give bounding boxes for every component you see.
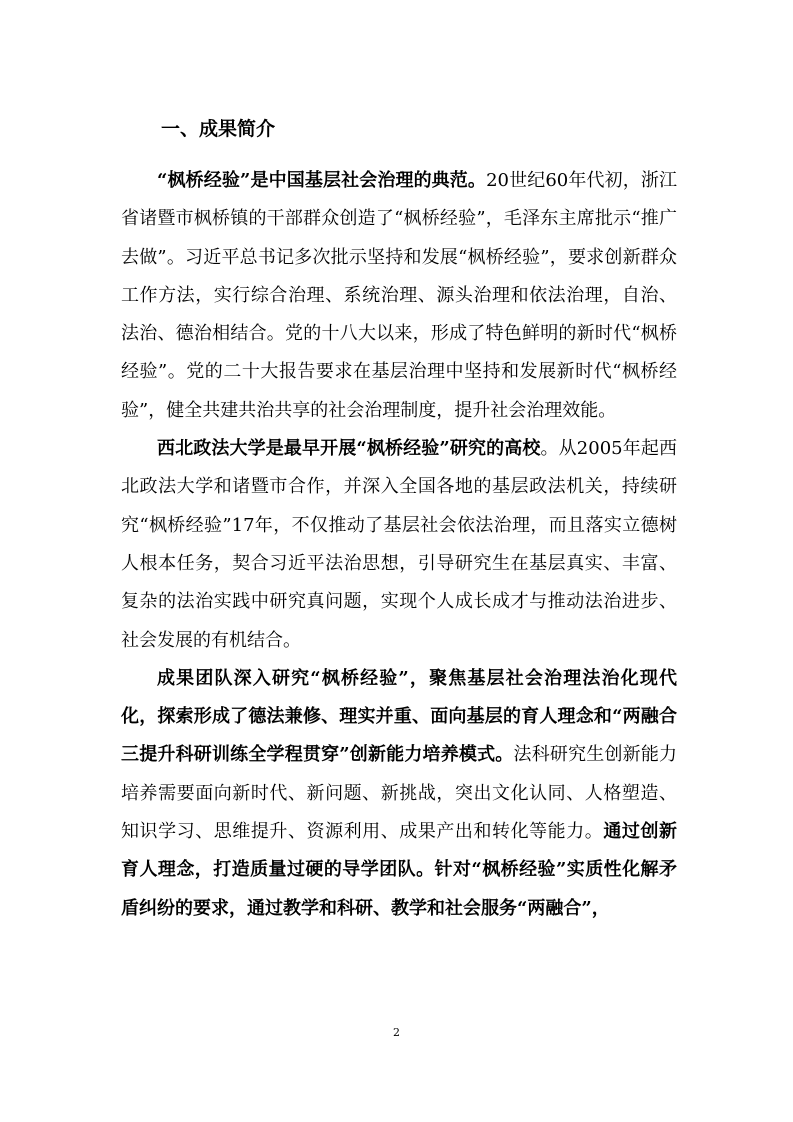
paragraph-bold-lead: “枫桥经验”是中国基层社会治理的典范。 bbox=[157, 170, 487, 191]
paragraph-bold-tail: 通过创新育人理念，打造质量过硬的导学团队。针对“枫桥经验”实质性化解矛盾纠纷的要求，通过教学和科研、教学和社会服务“两融合”， bbox=[121, 821, 677, 919]
paragraph-bold-lead: 西北政法大学是最早开展“枫桥经验”研究的高校 bbox=[157, 438, 541, 460]
section-heading: 一、成果简介 bbox=[161, 118, 276, 140]
paragraph-bold-lead: 成果团队深入研究“枫桥经验”，聚焦基层社会治理法治化现代化，探索形成了德法兼修、理实并重、面向基层的育人理念和“两融合三提升科研训练全学程贯穿”创新能力培养模式。 bbox=[121, 667, 677, 766]
paragraph-text: 法科研究生创新能力培养需要面向新时代、新问题、新挑战，突出文化认同、人格塑造、知识学习、思维提升、资源利用、成果产出和转化等能力。 bbox=[121, 744, 678, 843]
paragraph-fengqiao-experience bbox=[121, 162, 677, 430]
paragraph-text: 20世纪60年代初，浙江省诸暨市枫桥镇的干部群众创造了“枫桥经验”，毛泽东主席批示“推广去做”。习近平总书记多次批示坚持和发展“枫桥经验”，要求创新群众工作方法，实行综合治理、系统治理、源头治理和依法治理，自治、法治、德治相结合。党的十八大以来，形成了特色鲜明的新时代“枫桥经验”。党的二十大报告要求在基层治理中坚持和发展新时代“枫桥经验”，健全共建共治共享的社会治理制度，提升社会治理效能。 bbox=[121, 170, 677, 421]
paragraph-text: 。从2005年起西北政法大学和诸暨市合作，并深入全国各地的基层政法机关，持续研究“枫桥经验”17年，不仅推动了基层社会依法治理，而且落实立德树人根本任务，契合习近平法治思想，引导研究生在基层真实、丰富、复杂的法治实践中研究真问题，实现个人成长成才与推动法治进步、社会发展的有机结合。 bbox=[121, 438, 677, 651]
paragraph-northwest-university bbox=[121, 430, 677, 660]
body-text bbox=[121, 162, 677, 928]
paragraph-achievement-team bbox=[121, 660, 677, 928]
page-number: 2 bbox=[393, 1026, 400, 1039]
